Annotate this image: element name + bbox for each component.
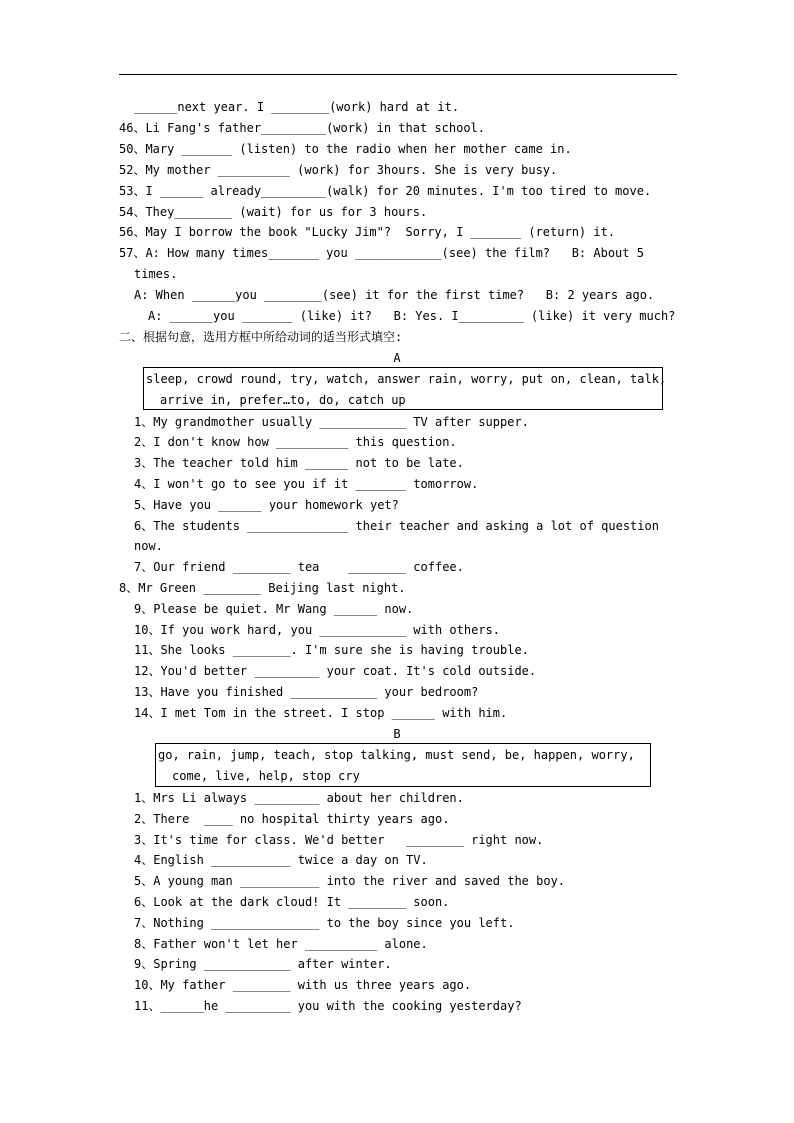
a-item-6: 6、The students ______________ their teacher and asking a lot of question bbox=[134, 519, 659, 533]
a-item-5: 5、Have you ______ your homework yet? bbox=[134, 498, 399, 512]
a-item-10: 10、If you work hard, you ____________ with others. bbox=[134, 623, 501, 637]
word-box-b-line2: come, live, help, stop cry bbox=[172, 769, 360, 783]
question-57-b: A: ______you _______ (like) it? B: Yes. I_________ (like) it very much? bbox=[148, 309, 676, 323]
b-item-9: 9、Spring ____________ after winter. bbox=[134, 957, 392, 971]
b-item-1: 1、Mrs Li always _________ about her children. bbox=[134, 791, 464, 805]
b-item-2: 2、There ____ no hospital thirty years ago. bbox=[134, 812, 450, 826]
question-56: 56、May I borrow the book "Lucky Jim"? Sorry, I _______ (return) it. bbox=[119, 225, 616, 239]
a-item-12: 12、You'd better _________ your coat. It's cold outside. bbox=[134, 664, 537, 678]
a-item-6-cont: now. bbox=[134, 539, 163, 553]
a-item-14: 14、I met Tom in the street. I stop ______ with him. bbox=[134, 706, 508, 720]
a-item-3: 3、The teacher told him ______ not to be late. bbox=[134, 456, 464, 470]
word-box-b-line1: go, rain, jump, teach, stop talking, must send, be, happen, worry, bbox=[158, 748, 635, 762]
a-item-9: 9、Please be quiet. Mr Wang ______ now. bbox=[134, 602, 414, 616]
a-item-7: 7、Our friend ________ tea ________ coffee. bbox=[134, 560, 464, 574]
a-item-4: 4、I won't go to see you if it _______ tomorrow. bbox=[134, 477, 479, 491]
a-item-13: 13、Have you finished ____________ your bedroom? bbox=[134, 685, 479, 699]
question-57-a: A: When ______you ________(see) it for the first time? B: 2 years ago. bbox=[134, 288, 655, 302]
a-item-11: 11、She looks ________. I'm sure she is having trouble. bbox=[134, 643, 529, 657]
box-a-label: A bbox=[393, 351, 401, 365]
box-b-label: B bbox=[393, 727, 401, 741]
b-item-6: 6、Look at the dark cloud! It ________ soon. bbox=[134, 895, 450, 909]
question-52: 52、My mother __________ (work) for 3hours. She is very busy. bbox=[119, 163, 558, 177]
question-50: 50、Mary _______ (listen) to the radio when her mother came in. bbox=[119, 142, 572, 156]
b-item-3: 3、It's time for class. We'd better ________ right now. bbox=[134, 833, 544, 847]
question-54: 54、They________ (wait) for us for 3 hours. bbox=[119, 205, 428, 219]
question-57-cont: times. bbox=[134, 267, 178, 281]
b-item-7: 7、Nothing _______________ to the boy since you left. bbox=[134, 916, 515, 930]
b-item-11: 11、______he _________ you with the cooking yesterday? bbox=[134, 999, 522, 1013]
a-item-2: 2、I don't know how __________ this question. bbox=[134, 435, 457, 449]
word-box-a-line1: sleep, crowd round, try, watch, answer rain, worry, put on, clean, talk, bbox=[146, 372, 667, 386]
question-57: 57、A: How many times_______ you ____________(see) the film? B: About 5 bbox=[119, 246, 644, 260]
question-line: ______next year. I ________(work) hard at it. bbox=[134, 100, 460, 114]
question-46: 46、Li Fang's father_________(work) in that school. bbox=[119, 121, 486, 135]
section-heading: 二、根据句意，选用方框中所给动词的适当形式填空: bbox=[119, 330, 403, 344]
b-item-4: 4、English ___________ twice a day on TV. bbox=[134, 853, 428, 867]
b-item-5: 5、A young man ___________ into the river and saved the boy. bbox=[134, 874, 566, 888]
b-item-8: 8、Father won't let her __________ alone. bbox=[134, 937, 428, 951]
b-item-10: 10、My father ________ with us three years ago. bbox=[134, 978, 472, 992]
a-item-1: 1、My grandmother usually ____________ TV after supper. bbox=[134, 415, 529, 429]
word-box-a-line2: arrive in, prefer…to, do, catch up bbox=[160, 393, 406, 407]
question-53: 53、I ______ already_________(walk) for 20 minutes. I'm too tired to move. bbox=[119, 184, 652, 198]
a-item-8: 8、Mr Green ________ Beijing last night. bbox=[119, 581, 406, 595]
header-rule bbox=[119, 74, 677, 75]
